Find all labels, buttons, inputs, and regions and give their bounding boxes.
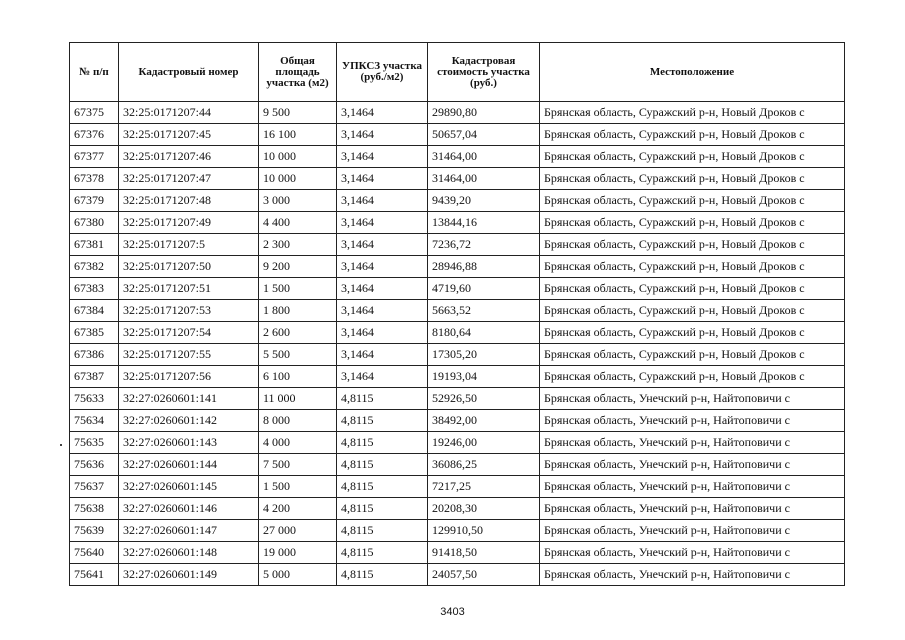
table-row	[70, 366, 845, 388]
cell-cadastral-value: 5663,52	[428, 300, 540, 322]
cell-upksz: 3,1464	[337, 234, 428, 256]
cell-index: 75640	[70, 542, 119, 564]
cell-cadastral-value: 20208,30	[428, 498, 540, 520]
cell-index: 75634	[70, 410, 119, 432]
cell-cadastral-number: 32:25:0171207:48	[119, 190, 259, 212]
cell-cadastral-number: 32:27:0260601:149	[119, 564, 259, 586]
cell-cadastral-value: 4719,60	[428, 278, 540, 300]
cell-upksz: 3,1464	[337, 168, 428, 190]
cell-location: Брянская область, Суражский р-н, Новый Дроков с	[540, 322, 845, 344]
cell-cadastral-number: 32:25:0171207:47	[119, 168, 259, 190]
cell-area: 4 200	[259, 498, 337, 520]
cell-cadastral-number: 32:27:0260601:144	[119, 454, 259, 476]
cell-area: 1 500	[259, 278, 337, 300]
page-number: 3403	[440, 606, 465, 618]
cell-area: 2 300	[259, 234, 337, 256]
cell-cadastral-number: 32:27:0260601:148	[119, 542, 259, 564]
cell-upksz: 3,1464	[337, 300, 428, 322]
table-row	[70, 520, 845, 542]
table-row	[70, 234, 845, 256]
cell-location: Брянская область, Суражский р-н, Новый Дроков с	[540, 344, 845, 366]
cell-upksz: 4,8115	[337, 564, 428, 586]
cell-cadastral-number: 32:25:0171207:55	[119, 344, 259, 366]
cell-cadastral-value: 7217,25	[428, 476, 540, 498]
cell-index: 75637	[70, 476, 119, 498]
cell-location: Брянская область, Унечский р-н, Найтоповичи с	[540, 410, 845, 432]
cell-area: 10 000	[259, 168, 337, 190]
cell-cadastral-value: 19193,04	[428, 366, 540, 388]
cell-upksz: 4,8115	[337, 432, 428, 454]
cell-area: 16 100	[259, 124, 337, 146]
cell-index: 75633	[70, 388, 119, 410]
cell-upksz: 4,8115	[337, 520, 428, 542]
cell-index: 75641	[70, 564, 119, 586]
header-cadastral-number: Кадастровый номер	[119, 43, 259, 102]
table-row	[70, 278, 845, 300]
cell-upksz: 3,1464	[337, 146, 428, 168]
cell-upksz: 3,1464	[337, 190, 428, 212]
cell-cadastral-number: 32:27:0260601:145	[119, 476, 259, 498]
cell-cadastral-value: 19246,00	[428, 432, 540, 454]
cell-location: Брянская область, Унечский р-н, Найтоповичи с	[540, 564, 845, 586]
cell-cadastral-value: 17305,20	[428, 344, 540, 366]
cell-upksz: 4,8115	[337, 498, 428, 520]
table-row	[70, 388, 845, 410]
table-row	[70, 498, 845, 520]
cell-cadastral-number: 32:25:0171207:5	[119, 234, 259, 256]
cell-cadastral-value: 38492,00	[428, 410, 540, 432]
table-row	[70, 146, 845, 168]
cell-upksz: 3,1464	[337, 124, 428, 146]
cell-index: 67383	[70, 278, 119, 300]
cell-index: 75638	[70, 498, 119, 520]
cell-index: 67379	[70, 190, 119, 212]
cell-area: 6 100	[259, 366, 337, 388]
table-row	[70, 454, 845, 476]
cell-upksz: 4,8115	[337, 388, 428, 410]
cell-location: Брянская область, Суражский р-н, Новый Дроков с	[540, 102, 845, 124]
table-row	[70, 124, 845, 146]
cell-upksz: 3,1464	[337, 322, 428, 344]
cell-index: 75639	[70, 520, 119, 542]
cell-area: 19 000	[259, 542, 337, 564]
cell-cadastral-value: 7236,72	[428, 234, 540, 256]
header-area: Общая площадь участка (м2)	[259, 43, 337, 102]
cell-upksz: 3,1464	[337, 212, 428, 234]
cell-cadastral-number: 32:27:0260601:143	[119, 432, 259, 454]
cell-index: 67378	[70, 168, 119, 190]
cell-upksz: 4,8115	[337, 410, 428, 432]
cell-cadastral-number: 32:25:0171207:53	[119, 300, 259, 322]
cell-location: Брянская область, Суражский р-н, Новый Дроков с	[540, 190, 845, 212]
cell-index: 67385	[70, 322, 119, 344]
cell-cadastral-value: 29890,80	[428, 102, 540, 124]
cell-location: Брянская область, Суражский р-н, Новый Дроков с	[540, 168, 845, 190]
table-row	[70, 168, 845, 190]
cell-cadastral-number: 32:25:0171207:51	[119, 278, 259, 300]
cell-location: Брянская область, Суражский р-н, Новый Дроков с	[540, 256, 845, 278]
cell-location: Брянская область, Унечский р-н, Найтоповичи с	[540, 454, 845, 476]
cell-location: Брянская область, Унечский р-н, Найтоповичи с	[540, 520, 845, 542]
cell-index: 67382	[70, 256, 119, 278]
table-row	[70, 256, 845, 278]
cell-cadastral-value: 36086,25	[428, 454, 540, 476]
cell-cadastral-value: 31464,00	[428, 146, 540, 168]
scan-speck	[60, 444, 62, 446]
table-row	[70, 102, 845, 124]
table-row	[70, 344, 845, 366]
cell-cadastral-value: 91418,50	[428, 542, 540, 564]
cell-index: 75636	[70, 454, 119, 476]
cell-cadastral-number: 32:25:0171207:46	[119, 146, 259, 168]
cell-index: 67384	[70, 300, 119, 322]
cell-area: 11 000	[259, 388, 337, 410]
table-row	[70, 476, 845, 498]
cell-area: 4 400	[259, 212, 337, 234]
cell-location: Брянская область, Унечский р-н, Найтоповичи с	[540, 498, 845, 520]
cell-index: 67380	[70, 212, 119, 234]
cell-location: Брянская область, Суражский р-н, Новый Дроков с	[540, 366, 845, 388]
cell-area: 4 000	[259, 432, 337, 454]
cell-area: 9 200	[259, 256, 337, 278]
table-row	[70, 542, 845, 564]
table-body	[70, 102, 845, 586]
cell-cadastral-number: 32:27:0260601:147	[119, 520, 259, 542]
cell-cadastral-value: 31464,00	[428, 168, 540, 190]
cell-cadastral-number: 32:27:0260601:141	[119, 388, 259, 410]
cell-location: Брянская область, Суражский р-н, Новый Дроков с	[540, 212, 845, 234]
cell-area: 3 000	[259, 190, 337, 212]
cell-cadastral-value: 28946,88	[428, 256, 540, 278]
header-location: Местоположение	[540, 43, 845, 102]
cell-index: 67377	[70, 146, 119, 168]
cell-cadastral-number: 32:25:0171207:56	[119, 366, 259, 388]
table-row	[70, 212, 845, 234]
header-cadastral-value: Кадастровая стоимость участка (руб.)	[428, 43, 540, 102]
cell-cadastral-value: 8180,64	[428, 322, 540, 344]
cell-location: Брянская область, Суражский р-н, Новый Дроков с	[540, 278, 845, 300]
cell-index: 67387	[70, 366, 119, 388]
cell-area: 1 800	[259, 300, 337, 322]
cell-area: 9 500	[259, 102, 337, 124]
cell-index: 67375	[70, 102, 119, 124]
cell-cadastral-value: 24057,50	[428, 564, 540, 586]
table-row	[70, 410, 845, 432]
cadastral-table	[69, 42, 845, 586]
cell-area: 2 600	[259, 322, 337, 344]
cell-cadastral-number: 32:25:0171207:50	[119, 256, 259, 278]
cell-cadastral-number: 32:25:0171207:54	[119, 322, 259, 344]
cell-area: 8 000	[259, 410, 337, 432]
cell-location: Брянская область, Унечский р-н, Найтоповичи с	[540, 388, 845, 410]
cell-cadastral-number: 32:25:0171207:49	[119, 212, 259, 234]
cell-area: 27 000	[259, 520, 337, 542]
cell-upksz: 3,1464	[337, 344, 428, 366]
cell-cadastral-value: 9439,20	[428, 190, 540, 212]
table-row	[70, 432, 845, 454]
table-row	[70, 322, 845, 344]
cell-location: Брянская область, Суражский р-н, Новый Дроков с	[540, 300, 845, 322]
cell-upksz: 3,1464	[337, 278, 428, 300]
cell-upksz: 3,1464	[337, 102, 428, 124]
cell-upksz: 4,8115	[337, 476, 428, 498]
cell-cadastral-value: 13844,16	[428, 212, 540, 234]
cell-upksz: 3,1464	[337, 366, 428, 388]
cell-location: Брянская область, Унечский р-н, Найтоповичи с	[540, 542, 845, 564]
cell-area: 5 500	[259, 344, 337, 366]
header-index: № п/п	[70, 43, 119, 102]
table-header-row	[70, 43, 845, 102]
cell-area: 10 000	[259, 146, 337, 168]
cell-area: 7 500	[259, 454, 337, 476]
cell-cadastral-value: 52926,50	[428, 388, 540, 410]
cell-area: 5 000	[259, 564, 337, 586]
cell-index: 75635	[70, 432, 119, 454]
cell-cadastral-number: 32:25:0171207:44	[119, 102, 259, 124]
cell-location: Брянская область, Унечский р-н, Найтоповичи с	[540, 476, 845, 498]
table-row	[70, 300, 845, 322]
cell-upksz: 4,8115	[337, 542, 428, 564]
cell-location: Брянская область, Суражский р-н, Новый Дроков с	[540, 124, 845, 146]
cell-index: 67376	[70, 124, 119, 146]
cell-location: Брянская область, Унечский р-н, Найтоповичи с	[540, 432, 845, 454]
cell-cadastral-number: 32:27:0260601:146	[119, 498, 259, 520]
cell-index: 67386	[70, 344, 119, 366]
table-row	[70, 564, 845, 586]
cell-area: 1 500	[259, 476, 337, 498]
table-row	[70, 190, 845, 212]
header-upksz: УПКСЗ участка (руб./м2)	[337, 43, 428, 102]
cell-index: 67381	[70, 234, 119, 256]
cell-upksz: 4,8115	[337, 454, 428, 476]
cell-location: Брянская область, Суражский р-н, Новый Дроков с	[540, 146, 845, 168]
cell-upksz: 3,1464	[337, 256, 428, 278]
cell-cadastral-value: 129910,50	[428, 520, 540, 542]
cell-location: Брянская область, Суражский р-н, Новый Дроков с	[540, 234, 845, 256]
cell-cadastral-number: 32:25:0171207:45	[119, 124, 259, 146]
cell-cadastral-value: 50657,04	[428, 124, 540, 146]
cell-cadastral-number: 32:27:0260601:142	[119, 410, 259, 432]
